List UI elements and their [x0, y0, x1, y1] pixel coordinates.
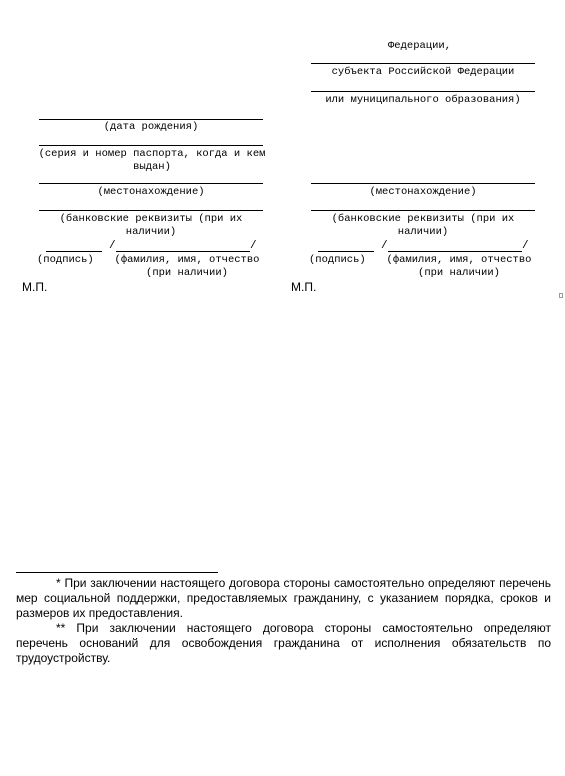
left-passport-label: (серия и номер паспорта, когда и кем выдан) [38, 148, 266, 173]
right-header-line2: субъекта Российской Федерации [331, 66, 515, 78]
right-header-rule-1 [311, 63, 535, 64]
left-stamp-label: М.П. [22, 280, 48, 294]
footnotes [16, 576, 551, 666]
left-full-name-label: (фамилия, имя, отчество (при наличии) [114, 254, 260, 279]
right-location-rule [311, 183, 535, 184]
right-bank-label: (банковские реквизиты (при их наличии) [331, 213, 515, 238]
footnote-1: * При заключении настоящего договора стороны самостоятельно определяют перечень мер социальной поддержки, предоставляемых гражданину, с указанием порядка, сроков и размеров их предоставления. [16, 576, 551, 620]
left-birth-date-label: (дата рождения) [103, 121, 199, 133]
left-bank-rule [39, 210, 263, 211]
left-birth-date-rule [39, 119, 263, 120]
edge-marker [559, 293, 563, 298]
left-name-rule [116, 251, 250, 252]
right-full-name-label: (фамилия, имя, отчество (при наличии) [386, 254, 532, 279]
right-slash-open: / [381, 240, 388, 252]
footnote-2: ** При заключении настоящего договора стороны самостоятельно определяют перечень оснований для освобождения гражданина от исполнения обязательств по трудоустройству. [16, 621, 551, 665]
right-header-rule-2 [311, 91, 535, 92]
left-signature-label: (подпись) [37, 254, 94, 266]
right-slash-close: / [522, 240, 529, 252]
right-header-line3: или муниципального образования) [325, 94, 521, 106]
left-signature-rule [46, 251, 102, 252]
right-location-label: (местонахождение) [369, 186, 477, 198]
left-location-label: (местонахождение) [97, 186, 205, 198]
right-bank-rule [311, 210, 535, 211]
right-stamp-label: М.П. [291, 280, 317, 294]
right-header-line1: Федерации, [388, 40, 452, 52]
right-name-rule [388, 251, 522, 252]
right-signature-rule [318, 251, 374, 252]
left-bank-label: (банковские реквизиты (при их наличии) [59, 213, 243, 238]
footnote-separator [16, 572, 218, 573]
right-signature-label: (подпись) [309, 254, 366, 266]
left-passport-rule [39, 145, 263, 146]
left-location-rule [39, 183, 263, 184]
left-slash-close: / [250, 240, 257, 252]
left-slash-open: / [109, 240, 116, 252]
